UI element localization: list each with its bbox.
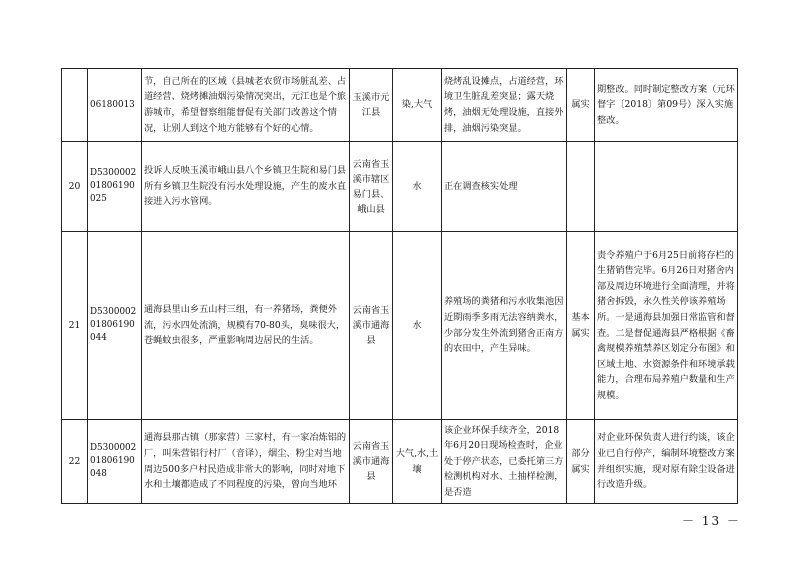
rectification-action: 对企业环保负责人进行约谈，该企业已自行停产，编制环境整改方案并组织实施，现对原有除尘设备进行改造升级。	[595, 420, 738, 504]
table-row	[62, 232, 738, 420]
case-code: 06180013	[88, 69, 142, 142]
complaint-table	[61, 68, 738, 504]
pollution-type: 水	[393, 232, 442, 420]
region: 云南省玉溪市辖区易门县、峨山县	[350, 142, 393, 232]
investigation-result: 正在调查核实处理	[442, 142, 567, 232]
investigation-result: 烧烤乱设摊点，占道经营，环境卫生脏乱差突显；露天烧烤，油烟无处理设施，直接外排，油烟污染突显。	[442, 69, 567, 142]
investigation-result: 养殖场的粪猪和污水收集池因近期雨季多雨无法容纳粪水，少部分发生外流到猪舍正南方的农田中，产生异味。	[442, 232, 567, 420]
rectification-action: 期整改。同时制定整改方案（元环督字〔2018〕第09号）深入实施整改。	[595, 69, 738, 142]
row-number: 21	[62, 232, 88, 420]
complaint-content: 通海县那古镇（那家营）三家村，有一家冶炼铝的厂，叫朱营铝行村厂（音译），烟尘、粉尘对当地周边500多户村民造成非常大的影响，同时对地下水和土壤都造成了不同程度的污染，曾向当地环	[142, 420, 350, 504]
investigation-result: 该企业环保手续齐全，2018年6月20日现场检查时，企业处于停产状态，已委托第三方检测机构对水、土抽样检测，是否造	[442, 420, 567, 504]
pollution-type: 大气,水,土壤	[393, 420, 442, 504]
verification-status	[567, 142, 595, 232]
complaint-content: 节，自己所在的区域（县城老农贸市场脏乱差、占道经营、烧烤摊油烟污染情况突出，元江也是个旅游城市，希望督察组能督促有关部门改善这个情况，让别人到这个地方能够有个好的心情。	[142, 69, 350, 142]
region: 玉溪市元江县	[350, 69, 393, 142]
page-number: － 13 －	[682, 514, 741, 528]
verification-status: 部分属实	[567, 420, 595, 504]
verification-status: 属实	[567, 69, 595, 142]
region: 云南省玉溪市通海县	[350, 232, 393, 420]
case-code: D530000201806190044	[88, 232, 142, 420]
complaint-content: 通海县里山乡五山村三组，有一养猪场，粪便外流，污水四处流淌，规模有70-80头，臭味很大，苍蝇蚊虫很多，严重影响周边居民的生活。	[142, 232, 350, 420]
row-number: 20	[62, 142, 88, 232]
table-row	[62, 69, 738, 142]
row-number: 22	[62, 420, 88, 504]
complaint-content: 投诉人反映玉溪市峨山县八个乡镇卫生院和易门县所有乡镇卫生院没有污水处理设施，产生的废水直接进入污水管网。	[142, 142, 350, 232]
row-number	[62, 69, 88, 142]
case-code: D530000201806190048	[88, 420, 142, 504]
table-row	[62, 420, 738, 504]
case-code: D530000201806190025	[88, 142, 142, 232]
table-row	[62, 142, 738, 232]
pollution-type: 水	[393, 142, 442, 232]
region: 云南省玉溪市通海县	[350, 420, 393, 504]
rectification-action	[595, 142, 738, 232]
pollution-type: 染,大气	[393, 69, 442, 142]
rectification-action: 责令养殖户于6月25日前将存栏的生猪销售完毕。6月26日对猪舍内部及周边环境进行全面清理，并将猪舍拆毁，永久性关停该养殖场所。一是通海县加强日常监管和督查。二是督促通海县严格根据《畜禽规模养殖禁养区划定分布图》和区域土地、水资源条件和环境承载能力，合理布局养殖户数量和生产规模。	[595, 232, 738, 420]
verification-status: 基本属实	[567, 232, 595, 420]
